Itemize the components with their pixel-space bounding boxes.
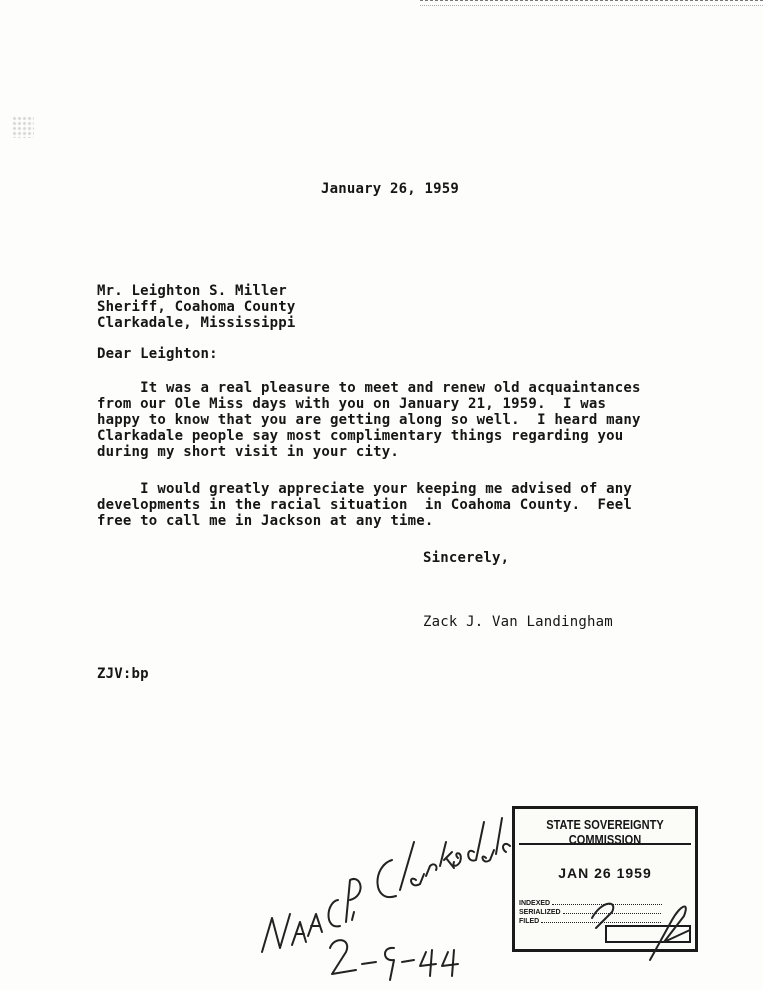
reference-initials: ZJV:bp	[97, 666, 149, 682]
recipient-city: Clarkadale, Mississippi	[97, 315, 296, 331]
body-line: developments in the racial situation in Coahoma County. Feel	[97, 497, 632, 513]
stamp-field-indexed: INDEXED	[519, 900, 662, 907]
stamp-field-filed: FILED	[519, 918, 661, 925]
body-line: from our Ole Miss days with you on January 21, 1959. I was	[97, 396, 607, 412]
closing: Sincerely,	[423, 550, 510, 566]
stamp-date: JAN 26 1959	[558, 865, 652, 881]
body-line: happy to know that you are getting along so well. I heard many	[97, 412, 641, 428]
stamp-title: STATE SOVEREIGNTY COMMISSION	[546, 817, 664, 847]
body-line: Clarkadale people say most complimentary things regarding you	[97, 428, 624, 444]
salutation: Dear Leighton:	[97, 346, 218, 362]
body-line: free to call me in Jackson at any time.	[97, 513, 434, 529]
body-line: It was a real pleasure to meet and renew old acquaintances	[97, 380, 641, 396]
body-line: during my short visit in your city.	[97, 444, 400, 460]
recipient-name: Mr. Leighton S. Miller	[97, 283, 287, 299]
letter-date: January 26, 1959	[321, 181, 460, 197]
stamp-initials	[592, 904, 690, 960]
signer-name: Zack J. Van Landingham	[423, 614, 613, 630]
recipient-title: Sheriff, Coahoma County	[97, 299, 296, 315]
handwritten-note	[262, 818, 510, 952]
body-line: I would greatly appreciate your keeping me advised of any	[97, 481, 632, 497]
stamp-field-serialized: SERIALIZED	[519, 909, 661, 916]
handwritten-file-number	[330, 940, 458, 980]
